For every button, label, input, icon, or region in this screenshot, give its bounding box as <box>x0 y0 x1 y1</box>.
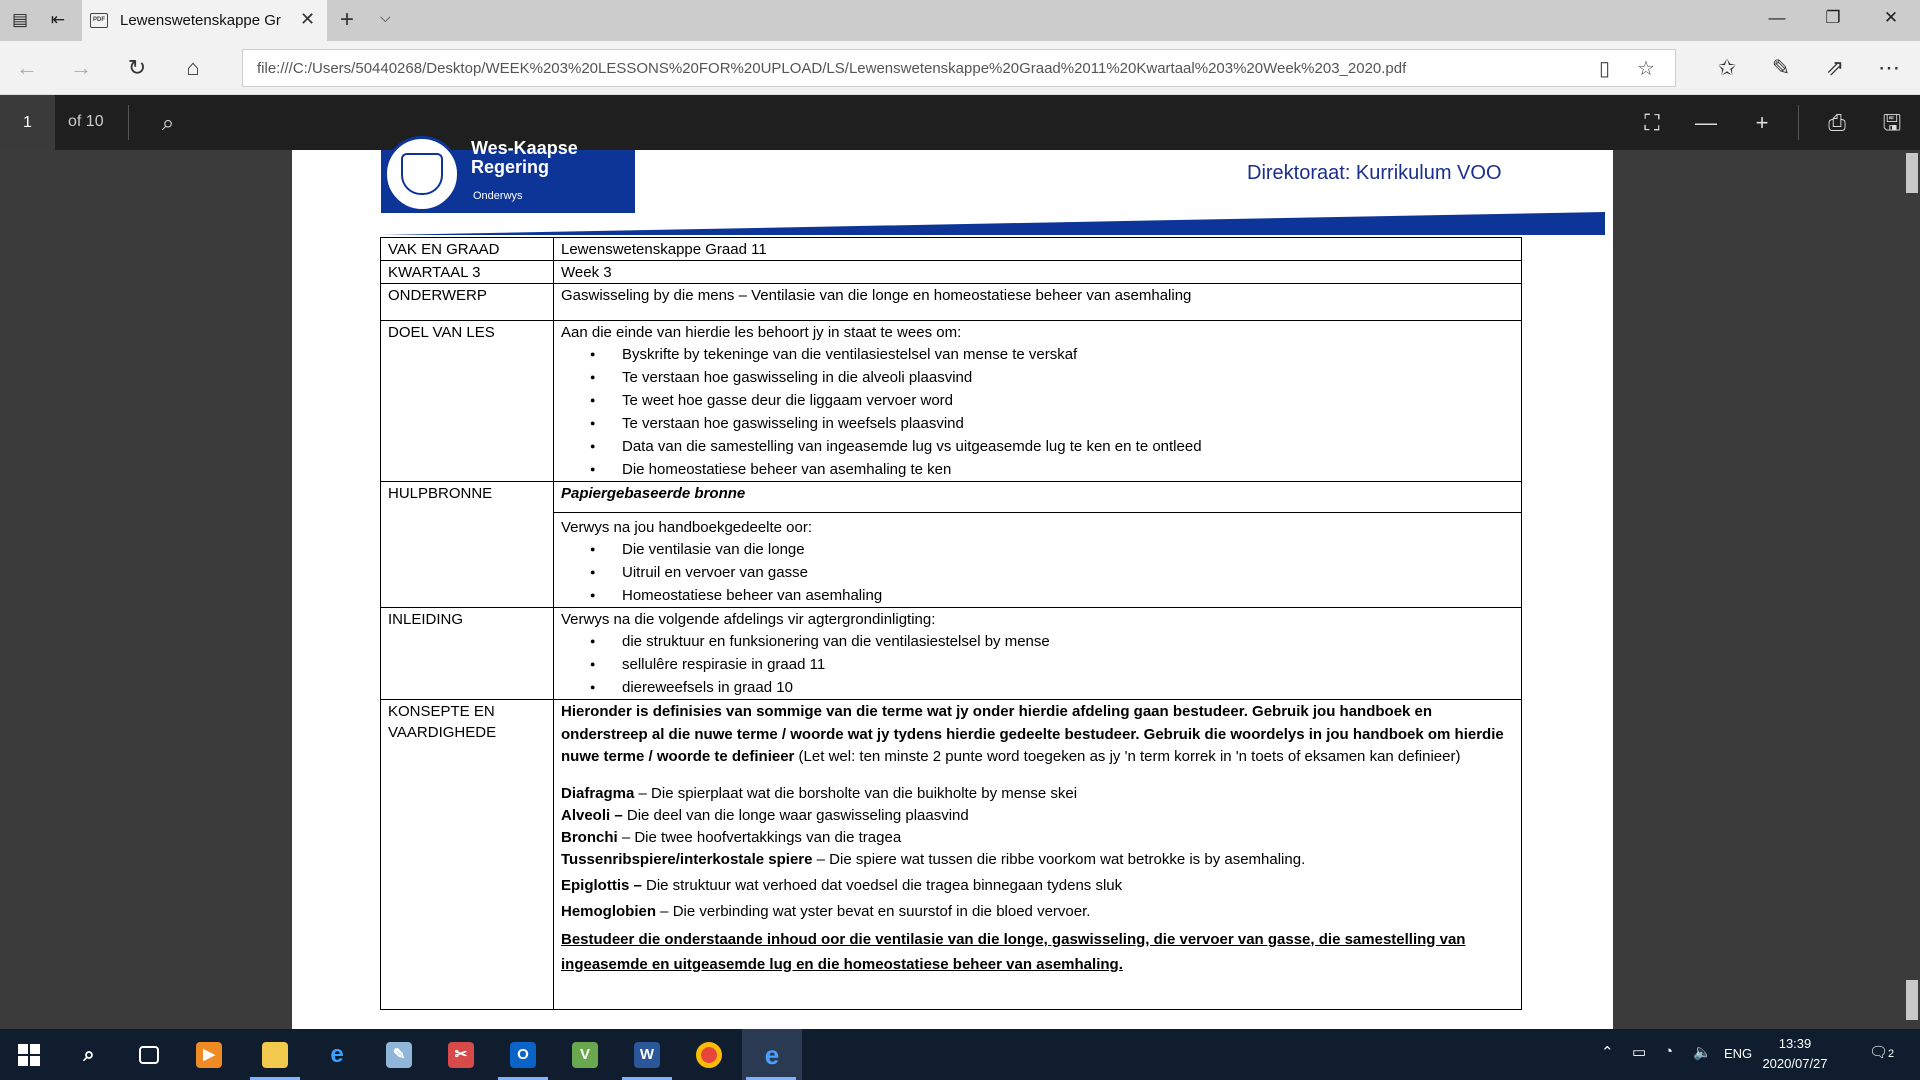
table-row <box>381 238 1522 261</box>
hulp-list <box>561 538 1514 607</box>
refresh-icon[interactable]: ↻ <box>127 55 147 80</box>
table-row <box>381 321 1522 482</box>
logo-line-1: Wes-Kaapse <box>471 138 578 158</box>
zoom-in-icon[interactable]: + <box>1755 110 1769 135</box>
term-line <box>561 875 1514 897</box>
search-icon[interactable]: ⌕ <box>161 110 175 135</box>
term-line <box>561 827 1514 849</box>
pen-icon[interactable]: ✎ <box>1771 55 1791 80</box>
row-label: ONDERWERP <box>381 284 554 321</box>
task-view-icon[interactable] <box>120 1029 178 1080</box>
row-value: Week 3 <box>554 261 1522 284</box>
table-row <box>381 284 1522 321</box>
konsepte-note: (Let wel: ten minste 2 punte word toegeken as jy 'n term korrek in 'n toets of eksamen kan definieer) <box>794 748 1461 765</box>
language-indicator[interactable]: ENG <box>1724 1046 1753 1061</box>
lesson-table <box>380 237 1522 1010</box>
row-value: Lewenswetenskappe Graad 11 <box>554 238 1522 261</box>
start-button[interactable] <box>0 1029 58 1080</box>
edge-icon[interactable]: e <box>742 1029 802 1080</box>
pdf-toolbar <box>0 95 1920 150</box>
table-row <box>381 608 1522 700</box>
clock[interactable] <box>1750 1034 1840 1074</box>
save-icon[interactable]: 🖫 <box>1882 110 1902 135</box>
list-item: ● Homeostatiese beheer van asemhaling <box>561 584 1514 607</box>
tab-title: Lewenswetenskappe Gr <box>120 12 281 29</box>
term: Diafragma <box>561 784 635 802</box>
row-value <box>554 513 1522 608</box>
row-value <box>554 321 1522 482</box>
term-definition: – Die spiere wat tussen die ribbe voorkom wat betrokke is by asemhaling. <box>812 850 1306 868</box>
reading-view-icon[interactable]: ▯ <box>1599 58 1611 80</box>
share-icon[interactable]: ⇗ <box>1825 55 1845 80</box>
term-line <box>561 849 1514 871</box>
zoom-out-icon[interactable]: — <box>1695 110 1717 135</box>
term-definition: – Die spierplaat wat die borsholte van die buikholte by mense skei <box>634 784 1078 802</box>
set-aside-tabs-icon[interactable]: ⇤ <box>50 10 66 29</box>
konsepte-bold: Hieronder is definisies van sommige van die terme wat jy onder hierdie afdeling gaan bestudeer. Gebruik jou handboek en onderstreep al die nuwe terme / woorde wat jy tydens hierdie gedeelte bestudeer. Gebruik die woordelys in jou handboek om hierdie nuwe terme / woorde te definieer <box>561 703 1504 765</box>
row-value <box>554 482 1522 513</box>
toolbar-divider <box>128 105 129 140</box>
pdf-viewer <box>0 138 1920 1029</box>
close-tab-icon[interactable]: ✕ <box>300 9 316 29</box>
favorite-star-icon[interactable]: ☆ <box>1637 58 1655 80</box>
study-instruction: Bestudeer die onderstaande inhoud oor die ventilasie van die longe, gaswisseling, die vervoer van gasse, die samestelling van ingeasemde en uitgeasemde lug en die homeostatiese beheer van asemhaling. <box>561 930 1466 973</box>
list-item: ● sellulêre respirasie in graad 11 <box>561 653 1514 676</box>
konsepte-label-1: KONSEPTE EN <box>388 703 495 720</box>
pdf-file-icon: PDF <box>90 13 108 28</box>
header-wedge <box>381 211 1605 235</box>
table-row <box>381 482 1522 513</box>
term-line <box>561 805 1514 827</box>
notification-count: 2 <box>1888 1048 1895 1060</box>
row-value: Gaswisseling by die mens – Ventilasie van die longe en homeostatiese beheer van asemhaling <box>554 284 1522 321</box>
favorites-icon[interactable]: ✩ <box>1717 55 1737 80</box>
windows-logo-icon <box>18 1044 40 1066</box>
doel-intro: Aan die einde van hierdie les behoort jy in staat te wees om: <box>561 324 962 341</box>
word-icon[interactable]: W <box>618 1029 676 1080</box>
address-text: file:///C:/Users/50440268/Desktop/WEEK%203%20LESSONS%20FOR%20UPLOAD/LS/Lewenswetenskappe%20Graad%2011%20Kwartaal%203%20Week%203_2020.pdf <box>257 60 1407 77</box>
page-number-input[interactable]: 1 <box>0 95 55 150</box>
row-label: DOEL VAN LES <box>381 321 554 482</box>
directorate-title: Direktoraat: Kurrikulum VOO <box>1247 162 1502 184</box>
coat-of-arms-icon <box>384 136 460 212</box>
logo-line-3: Onderwys <box>473 190 523 202</box>
forward-icon[interactable]: → <box>70 55 92 80</box>
outlook-icon[interactable]: O <box>494 1029 552 1080</box>
term: Alveoli – <box>561 806 623 824</box>
row-value <box>554 608 1522 700</box>
table-row <box>381 700 1522 1010</box>
inleiding-list <box>561 630 1514 699</box>
logo-line-2: Regering <box>471 157 550 177</box>
list-item: ● diereweefsels in graad 10 <box>561 676 1514 699</box>
list-item: ● Die homeostatiese beheer van asemhaling te ken <box>561 458 1514 481</box>
restore-icon[interactable]: ❐ <box>1825 8 1841 27</box>
clock-date: 2020/07/27 <box>1762 1056 1828 1071</box>
back-icon[interactable]: ← <box>16 55 38 80</box>
minimize-icon[interactable]: — <box>1768 8 1786 27</box>
paint-icon[interactable]: ✎ <box>370 1029 428 1080</box>
browser-nav-bar <box>0 41 1920 95</box>
table-row <box>381 261 1522 284</box>
term: Hemoglobien <box>561 902 657 920</box>
browser-tab-bar <box>0 0 1920 41</box>
wifi-icon[interactable]: ◔ <box>1664 1043 1674 1060</box>
list-item: ● Die ventilasie van die longe <box>561 538 1514 561</box>
hulp-intro: Verwys na jou handboekgedeelte oor: <box>561 519 813 536</box>
close-window-icon[interactable]: ✕ <box>1883 8 1899 27</box>
row-label: KWARTAAL 3 <box>381 261 554 284</box>
list-item: ● Byskrifte by tekeninge van die ventilasiestelsel van mense te verskaf <box>561 343 1514 366</box>
row-label: HULPBRONNE <box>381 482 554 608</box>
konsepte-intro <box>561 701 1514 769</box>
list-item: ● die struktuur en funksionering van die ventilasiestelsel by mense <box>561 630 1514 653</box>
term-line <box>561 783 1514 805</box>
toolbar-divider <box>1798 105 1799 140</box>
file-explorer-icon[interactable] <box>246 1029 304 1080</box>
internet-explorer-icon[interactable]: e <box>330 1040 344 1068</box>
more-icon[interactable]: ⋯ <box>1878 55 1900 80</box>
term-definition: Die deel van die longe waar gaswisseling plaasvind <box>622 806 969 824</box>
media-player-icon[interactable]: ▶ <box>180 1029 238 1080</box>
v-app-icon[interactable]: V <box>556 1029 614 1080</box>
taskbar <box>0 1029 1920 1080</box>
notification-icon[interactable]: 🗨2 <box>1869 1044 1895 1061</box>
doel-list <box>561 343 1514 481</box>
term-definition: – Die verbinding wat yster bevat en suurstof in die bloed vervoer. <box>656 902 1091 920</box>
list-item: ● Te verstaan hoe gaswisseling in weefsels plaasvind <box>561 412 1514 435</box>
scrollbar-thumb[interactable] <box>1906 153 1918 193</box>
term: Epiglottis – <box>561 876 642 894</box>
term: Tussenribspiere/interkostale spiere <box>561 850 813 868</box>
clock-time: 13:39 <box>1778 1036 1812 1051</box>
pdf-page <box>292 138 1613 1029</box>
hulp-heading: Papiergebaseerde bronne <box>561 485 746 502</box>
list-item: ● Uitruil en vervoer van gasse <box>561 561 1514 584</box>
battery-icon[interactable]: ▭ <box>1632 1044 1647 1061</box>
inleiding-intro: Verwys na die volgende afdelings vir agtergrondinligting: <box>561 611 936 628</box>
fit-page-icon[interactable]: ⛶ <box>1644 110 1660 135</box>
chrome-icon[interactable] <box>680 1029 738 1080</box>
tab-manager-icon[interactable]: ▤ <box>11 10 29 29</box>
government-logo <box>381 138 635 213</box>
row-label: VAK EN GRAAD <box>381 238 554 261</box>
chevron-down-icon[interactable]: ⌵ <box>380 9 391 25</box>
page-count: of 10 <box>68 113 104 130</box>
list-item: ● Te weet hoe gasse deur die liggaam vervoer word <box>561 389 1514 412</box>
home-icon[interactable]: ⌂ <box>186 55 200 80</box>
print-icon[interactable]: ⎙ <box>1828 110 1846 135</box>
term-definition: Die struktuur wat verhoed dat voedsel die tragea binnegaan tydens sluk <box>641 876 1123 894</box>
tab-active[interactable] <box>82 0 327 41</box>
address-bar[interactable] <box>242 49 1676 87</box>
konsepte-label-2: VAARDIGHEDE <box>388 724 497 741</box>
list-item: ● Te verstaan hoe gaswisseling in die alveoli plaasvind <box>561 366 1514 389</box>
new-tab-icon[interactable]: + <box>340 6 355 33</box>
term-definition: – Die twee hoofvertakkings van die tragea <box>617 828 902 846</box>
chevron-up-icon[interactable]: ⌃ <box>1601 1044 1614 1061</box>
list-item: ● Data van die samestelling van ingeasemde lug vs uitgeasemde lug te ken en te ontleed <box>561 435 1514 458</box>
row-value <box>554 700 1522 1010</box>
vertical-scrollbar[interactable] <box>1903 150 1920 1029</box>
volume-icon[interactable]: 🔈 <box>1693 1044 1712 1061</box>
term-line <box>561 901 1514 923</box>
row-label: INLEIDING <box>381 608 554 700</box>
search-taskbar-icon[interactable]: ⌕ <box>83 1043 95 1066</box>
term: Bronchi <box>561 828 618 846</box>
row-label <box>381 700 554 1010</box>
scrollbar-down[interactable] <box>1906 980 1918 1020</box>
snipping-tool-icon[interactable]: ✂ <box>432 1029 490 1080</box>
